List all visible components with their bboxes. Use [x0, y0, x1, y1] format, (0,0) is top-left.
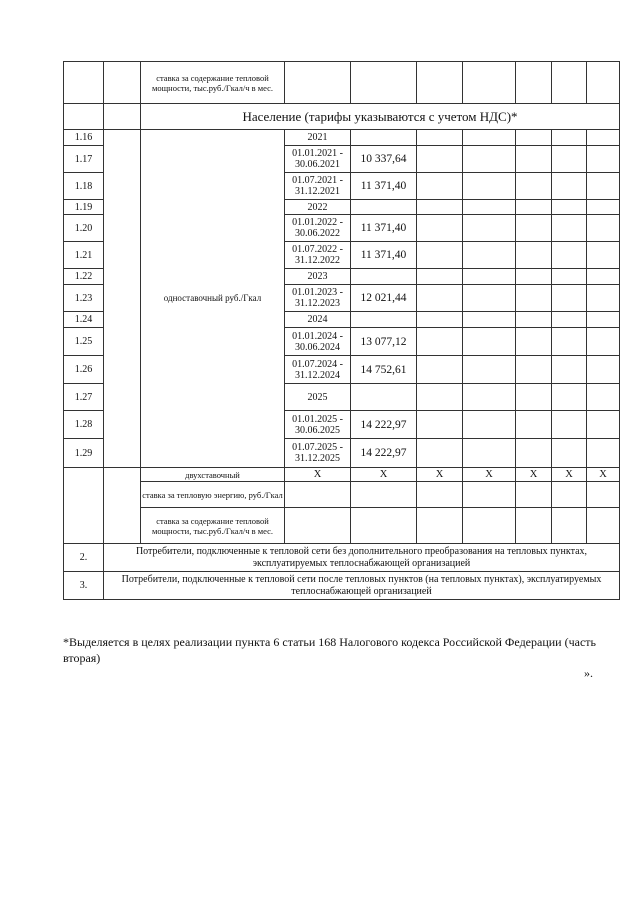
table-row	[64, 482, 620, 508]
period-label: 01.01.2022 - 30.06.2022	[285, 215, 351, 242]
cell-rate-label: ставка за содержание тепловой мощности, тыс.руб./Гкал/ч в мес.	[141, 62, 285, 104]
period-label: 01.07.2021 - 31.12.2021	[285, 173, 351, 200]
period-label: 01.01.2025 - 30.06.2025	[285, 411, 351, 439]
x-mark: X	[516, 468, 552, 482]
row-number: 3.	[64, 572, 104, 600]
period-label: 01.01.2024 - 30.06.2024	[285, 328, 351, 356]
table-row	[64, 572, 620, 600]
table-row	[64, 544, 620, 572]
row-number: 1.20	[64, 215, 104, 242]
row-number: 1.26	[64, 356, 104, 384]
row-number: 2.	[64, 544, 104, 572]
category-two-part: двухставочный	[141, 468, 285, 482]
year-label: 2022	[285, 200, 351, 215]
period-label: 01.07.2022 - 31.12.2022	[285, 242, 351, 269]
year-label: 2023	[285, 269, 351, 285]
period-label: 01.07.2025 - 31.12.2025	[285, 439, 351, 468]
consumer-group-text: Потребители, подключенные к тепловой сети без дополнительного преобразования на тепловых пунктах, эксплуатируемых теплоснабжающей организацией	[104, 544, 620, 572]
period-label: 01.07.2024 - 31.12.2024	[285, 356, 351, 384]
cell-num	[64, 62, 104, 104]
section-heading: Население (тарифы указываются с учетом НДС)*	[141, 104, 620, 130]
tariff-value: 13 077,12	[351, 328, 417, 356]
period-label: 01.01.2021 - 30.06.2021	[285, 146, 351, 173]
tariff-value: 11 371,40	[351, 215, 417, 242]
row-number: 1.21	[64, 242, 104, 269]
table-row	[64, 468, 620, 482]
tariff-value: 14 222,97	[351, 411, 417, 439]
tariff-value: 14 222,97	[351, 439, 417, 468]
closing-quote: ».	[584, 666, 593, 680]
energy-rate-label: ставка за тепловую энергию, руб./Гкал	[141, 482, 285, 508]
row-number: 1.24	[64, 312, 104, 328]
table-row	[64, 62, 620, 104]
table-row	[64, 104, 620, 130]
period-label: 01.01.2023 - 31.12.2023	[285, 285, 351, 312]
year-label: 2024	[285, 312, 351, 328]
year-label: 2025	[285, 384, 351, 411]
x-mark: X	[285, 468, 351, 482]
row-number: 1.28	[64, 411, 104, 439]
category-one-part: одноставочный руб./Гкал	[141, 130, 285, 468]
row-number: 1.22	[64, 269, 104, 285]
tariff-value: 14 752,61	[351, 356, 417, 384]
row-number: 1.18	[64, 173, 104, 200]
x-mark: X	[417, 468, 463, 482]
tariff-value: 11 371,40	[351, 173, 417, 200]
row-number: 1.16	[64, 130, 104, 146]
consumer-group-text: Потребители, подключенные к тепловой сети после тепловых пунктов (на тепловых пунктах), эксплуатируемых теплоснабжающей организацией	[104, 572, 620, 600]
tariff-value: 11 371,40	[351, 242, 417, 269]
x-mark: X	[351, 468, 417, 482]
row-number: 1.29	[64, 439, 104, 468]
row-number: 1.17	[64, 146, 104, 173]
cell-num	[64, 468, 104, 544]
tariff-table	[63, 61, 620, 600]
cell-empty	[104, 130, 141, 468]
table-row	[64, 130, 620, 146]
year-label: 2021	[285, 130, 351, 146]
x-mark: X	[552, 468, 587, 482]
x-mark: X	[463, 468, 516, 482]
cell-empty	[104, 468, 141, 544]
footnote: *Выделяется в целях реализации пункта 6 статьи 168 Налогового кодекса Российской Федерации (часть вторая)	[63, 635, 597, 665]
table-row	[64, 508, 620, 544]
row-number: 1.19	[64, 200, 104, 215]
x-mark: X	[587, 468, 620, 482]
row-number: 1.27	[64, 384, 104, 411]
cell-empty	[104, 62, 141, 104]
tariff-value: 10 337,64	[351, 146, 417, 173]
row-number: 1.25	[64, 328, 104, 356]
tariff-value: 12 021,44	[351, 285, 417, 312]
row-number: 1.23	[64, 285, 104, 312]
capacity-rate-label: ставка за содержание тепловой мощности, тыс.руб./Гкал/ч в мес.	[141, 508, 285, 544]
